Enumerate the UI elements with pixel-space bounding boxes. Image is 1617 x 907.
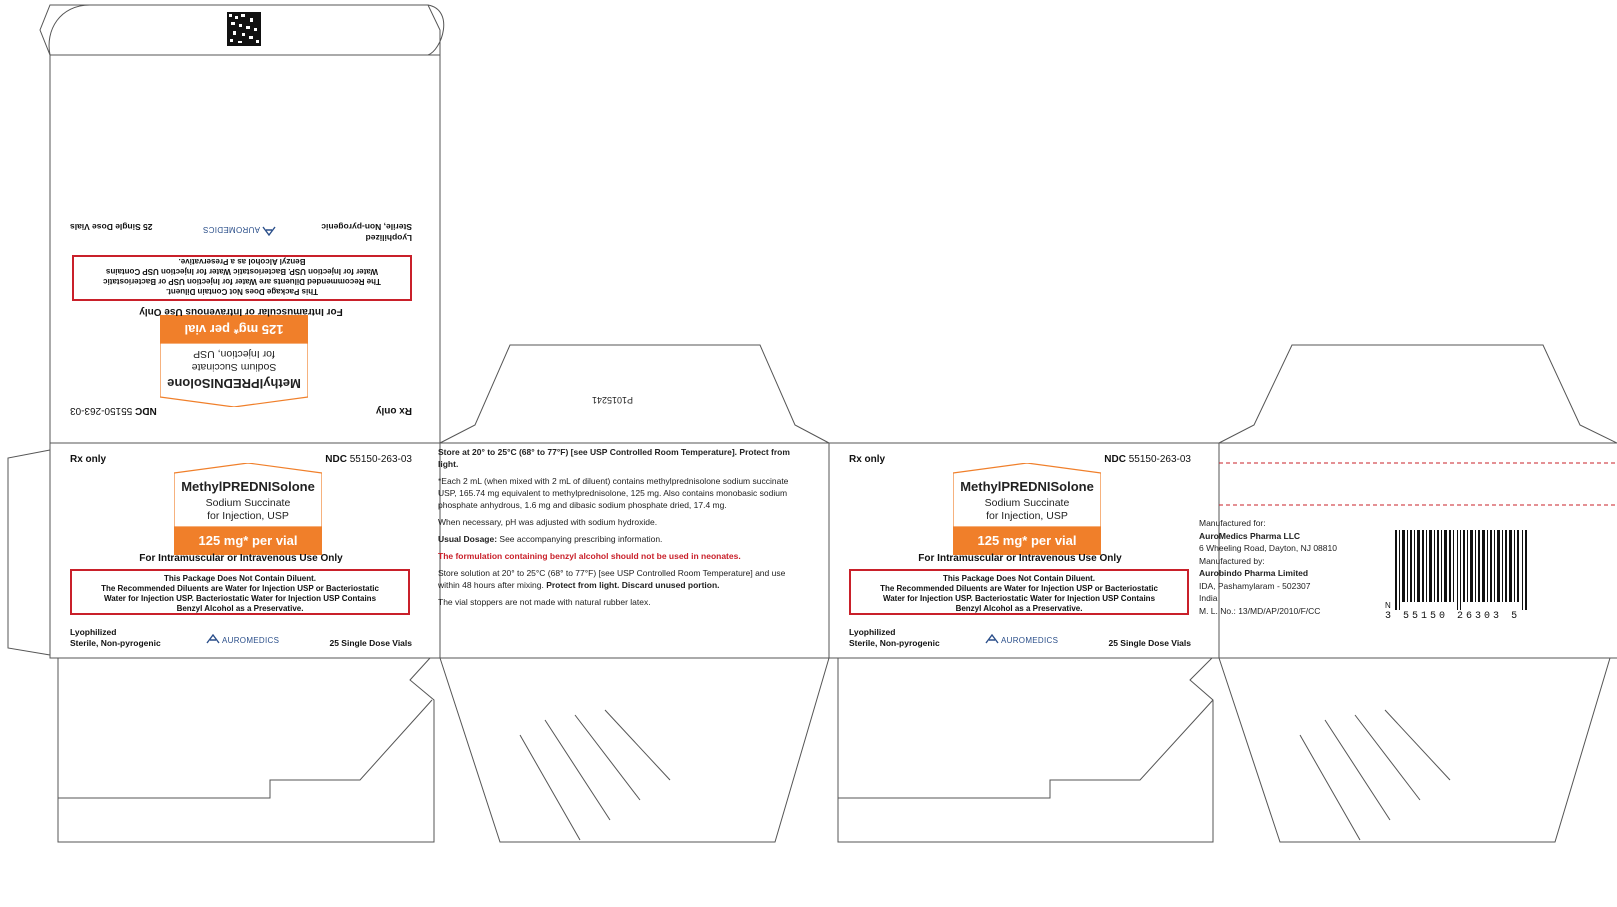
diluent-warning-box: This Package Does Not Contain Diluent. The Recommended Diluents are Water for Injection USP or Bacteriostatic Water for Injection USP. Bacteriostatic Water for Injection USP Contains Benzyl Alcohol as a Preservative. — [849, 569, 1189, 615]
front-panel-inverted — [56, 220, 426, 425]
manufacturer-info — [1199, 517, 1337, 617]
mfd-for-name: AuroMedics Pharma LLC — [1199, 530, 1301, 541]
dose-strength: 125 mg* per vial — [198, 533, 298, 548]
product-name: MethylPREDNISolone — [167, 376, 301, 391]
lyophilized-label: Lyophilized — [70, 627, 117, 637]
vial-count: 25 Single Dose Vials — [329, 638, 412, 648]
product-form: for Injection, USP — [207, 510, 289, 522]
rx-only: Rx only — [70, 454, 107, 465]
mfd-by-label: Manufactured by: — [1199, 555, 1265, 566]
route-of-administration: For Intramuscular or Intravenous Use Only — [139, 306, 343, 317]
mfd-for-label: Manufactured for: — [1199, 518, 1266, 528]
sterile-label: Sterile, Non-pyrogenic — [70, 638, 161, 648]
ndc-number: NDC 55150-263-03 — [1104, 454, 1191, 465]
product-badge — [174, 463, 322, 555]
sterile-label: Sterile, Non-pyrogenic — [849, 638, 940, 648]
latex-note: The vial stoppers are not made with natural rubber latex. — [438, 597, 651, 607]
mfd-by-name: Aurobindo Pharma Limited — [1199, 568, 1309, 578]
sterile-label: Sterile, Non-pyrogenic — [321, 222, 412, 232]
auromedics-logo: AUROMEDICS — [203, 225, 276, 236]
product-subtitle: Sodium Succinate — [205, 497, 291, 509]
datamatrix-code — [227, 12, 261, 46]
usual-dosage: Usual Dosage: See accompanying prescribing information. — [438, 534, 663, 544]
front-panel-repeat — [835, 445, 1205, 650]
product-name: MethylPREDNISolone — [181, 479, 315, 494]
vial-count: 25 Single Dose Vials — [1108, 638, 1191, 648]
diluent-warning-box: This Package Does Not Contain Diluent. The Recommended Diluents are Water for Injection USP or Bacteriostatic Water for Injection USP. Bacteriostatic Water for Injection USP Contains Benzyl Alcohol as a Preservative. — [70, 569, 410, 615]
ndc-number: NDC 55150-263-03 — [325, 454, 412, 465]
product-subtitle: Sodium Succinate — [191, 361, 277, 373]
barcode-number: 3 55150 26303 5 — [1385, 611, 1521, 622]
mfd-by-country: India — [1199, 593, 1218, 603]
ndc-number: NDC 55150-263-03 — [70, 405, 157, 416]
product-badge — [953, 463, 1101, 555]
solution-storage: Store solution at 20° to 25°C (68° to 77°F) [see USP Controlled Room Temperature] and use within 48 hours after mixing. Protect from light. Discard unused portion. — [438, 568, 786, 590]
back-panel-text — [438, 446, 790, 613]
product-badge — [160, 315, 308, 407]
dose-strength: 125 mg* per vial — [977, 533, 1077, 548]
auromedics-logo: AUROMEDICS — [985, 634, 1058, 645]
license-number: M. L. No.: 13/MD/AP/2010/F/CC — [1199, 605, 1321, 616]
auromedics-logo: AUROMEDICS — [206, 634, 279, 645]
product-name: MethylPREDNISolone — [960, 479, 1094, 494]
vial-count: 25 Single Dose Vials — [70, 222, 153, 232]
upc-barcode — [1395, 530, 1535, 610]
mfd-for-address: 6 Wheeling Road, Dayton, NJ 08810 — [1199, 543, 1337, 553]
lyophilized-label: Lyophilized — [849, 627, 896, 637]
route-of-administration: For Intramuscular or Intravenous Use Only — [918, 553, 1122, 564]
product-form: for Injection, USP — [986, 510, 1068, 522]
dose-strength: 125 mg* per vial — [184, 322, 284, 337]
ph-note: When necessary, pH was adjusted with sodium hydroxide. — [438, 517, 658, 527]
product-subtitle: Sodium Succinate — [984, 497, 1070, 509]
storage-instructions: Store at 20° to 25°C (68° to 77°F) [see USP Controlled Room Temperature]. Protect from light. — [438, 447, 790, 469]
rx-only: Rx only — [849, 454, 886, 465]
carton-code: P1015241 — [592, 395, 634, 405]
composition-text: *Each 2 mL (when mixed with 2 mL of diluent) contains methylprednisolone sodium succinate USP, 165.74 mg equivalent to methylprednisolone, 125 mg. Also contains monobasic sodium phosphate anhydrous, 1.6 mg and dibasic sodium phosphate dried, 17.4 mg. — [438, 476, 789, 510]
benzyl-warning: The formulation containing benzyl alcohol should not be used in neonates. — [438, 551, 741, 561]
mfd-by-address: IDA, Pashamylaram - 502307 — [1199, 580, 1311, 591]
rx-only: Rx only — [375, 405, 412, 416]
diluent-warning-box: This Package Does Not Contain Diluent. The Recommended Diluents are Water for Injection USP or Bacteriostatic Water for Injection USP. Bacteriostatic Water for Injection USP Contains Benzyl Alcohol as a Preservative. — [72, 255, 412, 301]
front-panel — [56, 445, 426, 650]
barcode-prefix: N — [1385, 601, 1391, 610]
product-form: for Injection, USP — [193, 348, 275, 360]
route-of-administration: For Intramuscular or Intravenous Use Only — [139, 553, 343, 564]
lyophilized-label: Lyophilized — [365, 233, 412, 243]
